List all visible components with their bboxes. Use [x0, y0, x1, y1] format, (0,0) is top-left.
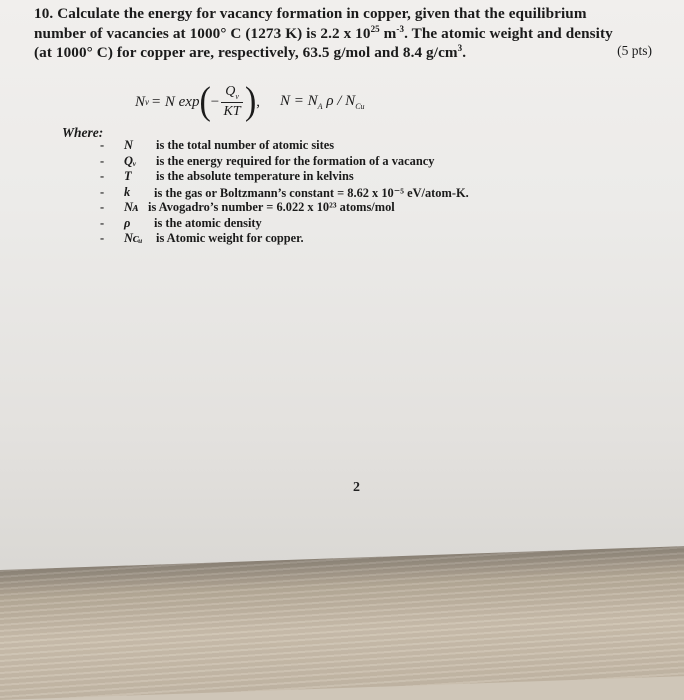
formula-eq: = N exp: [151, 93, 200, 110]
problem-line-3: [34, 43, 654, 63]
list-dash: -: [100, 200, 105, 214]
formula2-subscript: Cu: [355, 102, 365, 111]
problem-text: number of vacancies at 1000° C (1273 K) is 2.2 x 10: [34, 24, 371, 42]
list-dash: -: [100, 169, 105, 183]
problem-statement: [34, 4, 654, 63]
definitions-list: [100, 138, 620, 247]
list-dash: -: [100, 184, 105, 199]
vacancy-formula: [135, 80, 365, 124]
page-number: 2: [353, 480, 360, 495]
atomic-sites-formula: [280, 93, 365, 111]
formula-lhs: N: [135, 93, 146, 110]
formula2-text: ρ / N: [322, 93, 356, 109]
formula-lhs-subscript: v: [145, 97, 150, 107]
definition-item: [100, 185, 620, 201]
exponent-fraction: [221, 84, 243, 120]
formula2-subscript: A: [317, 102, 323, 111]
problem-text: (at 1000° C) for copper are, respectively, 63.5 g/mol and 8.4 g/cm: [34, 44, 458, 61]
definition-text: is the atomic density: [154, 215, 262, 230]
open-paren: (: [199, 80, 211, 123]
definition-item: [100, 216, 620, 232]
list-dash: -: [100, 215, 105, 230]
problem-text: . The atomic weight and density: [404, 24, 613, 42]
definition-item: [100, 154, 620, 170]
list-dash: -: [100, 138, 105, 152]
formula2-text: N = N: [280, 93, 318, 109]
definition-text: is the total number of atomic sites: [156, 138, 335, 152]
fraction-numerator: [221, 84, 243, 103]
problem-number: 10.: [34, 5, 54, 22]
definition-symbol: T: [124, 169, 132, 183]
problem-text: .: [462, 44, 467, 61]
definition-item: [100, 200, 620, 216]
where-label: Where:: [62, 125, 104, 140]
exponent: 3: [457, 42, 463, 53]
definition-symbol: N: [124, 138, 133, 152]
problem-text-line-1: Calculate the energy for vacancy formation in copper, given that the equilibrium: [57, 5, 587, 22]
definition-text: is the energy required for the formation of a vacancy: [156, 153, 435, 168]
definition-text: is the gas or Boltzmann’s constant = 8.62 x 10⁻⁵ eV/atom-K.: [154, 185, 469, 200]
formula-comma: ,: [256, 93, 261, 110]
definition-text: is Atomic weight for copper.: [156, 231, 304, 245]
numerator-symbol: Q: [225, 84, 236, 100]
formula-minus: −: [210, 93, 220, 110]
definition-symbol: Nᴀ: [124, 200, 139, 214]
problem-line-1: [34, 4, 654, 24]
exponent: -3: [396, 23, 405, 34]
list-dash: -: [100, 153, 105, 168]
definition-symbol: Nᴄᵤ: [124, 231, 143, 245]
definition-symbol: k: [124, 184, 131, 199]
desk-surface: [0, 546, 684, 700]
problem-text: m: [379, 24, 397, 42]
definition-symbol: ρ: [124, 215, 131, 230]
numerator-subscript: v: [235, 91, 239, 101]
close-paren: ): [244, 80, 257, 123]
definition-text: is Avogadro’s number = 6.022 x 10²³ atoms/mol: [148, 200, 395, 214]
definition-text: is the absolute temperature in kelvins: [156, 169, 354, 183]
problem-line-2: [34, 24, 654, 44]
exponent: 25: [370, 23, 380, 34]
definition-item: [100, 169, 620, 185]
definition-item: [100, 231, 620, 247]
definition-item: [100, 138, 620, 154]
points-label: (5 pts): [617, 43, 652, 58]
definition-symbol: Qᵥ: [124, 153, 137, 168]
fraction-denominator: KT: [223, 103, 241, 119]
list-dash: -: [100, 231, 105, 245]
